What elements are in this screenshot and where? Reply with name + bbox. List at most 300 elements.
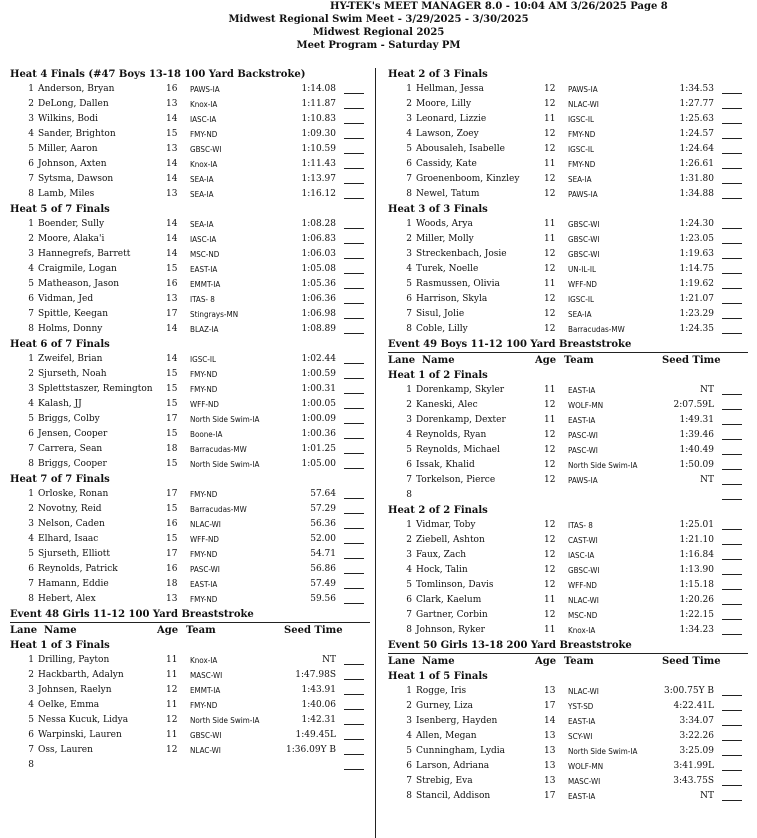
swimmer-name: Nelson, Caden [38, 519, 105, 529]
swimmer-name: Sjurseth, Elliott [38, 549, 110, 559]
swimmer-name: Anderson, Bryan [38, 84, 115, 94]
team-code: FMY-ND [190, 370, 218, 379]
lane-number: 7 [28, 309, 34, 319]
swimmer-name: Oss, Lauren [38, 745, 93, 755]
lane-number: 7 [406, 610, 412, 620]
seed-time: 1:21.10 [679, 535, 714, 545]
heat-header: Heat 6 of 7 Finals [10, 339, 110, 350]
lane-number: 4 [406, 129, 412, 139]
swimmer-age: 13 [166, 594, 178, 604]
column-divider [375, 68, 376, 838]
result-blank-line [722, 458, 742, 470]
swimmer-age: 13 [166, 189, 178, 199]
result-blank-line [344, 502, 364, 514]
team-code: Boone-IA [190, 430, 223, 439]
entry-row [10, 668, 370, 683]
swimmer-name: Craigmile, Logan [38, 264, 117, 274]
seed-time: 3:25.09 [679, 746, 714, 756]
swimmer-age: 12 [544, 550, 556, 560]
seed-time: 1:19.62 [679, 279, 714, 289]
result-blank-line [722, 714, 742, 726]
team-code: YST-SD [568, 702, 594, 711]
swimmer-name: Ziebell, Ashton [416, 535, 485, 545]
result-blank-line [722, 518, 742, 530]
seed-time: 1:23.05 [679, 234, 714, 244]
lane-number: 6 [28, 159, 34, 169]
seed-time: 1:20.26 [679, 595, 714, 605]
swimmer-age: 11 [166, 655, 178, 665]
lane-number: 6 [28, 730, 34, 740]
swimmer-name: Carrera, Sean [38, 444, 103, 454]
result-blank-line [722, 593, 742, 605]
lane-number: 6 [406, 761, 412, 771]
result-blank-line [722, 82, 742, 94]
entry-row [10, 217, 370, 232]
swimmer-name: Reynolds, Patrick [38, 564, 118, 574]
swimmer-age: 12 [544, 520, 556, 530]
team-code: IASC-IA [568, 551, 595, 560]
team-code: WFF-ND [190, 400, 219, 409]
swimmer-age: 12 [544, 174, 556, 184]
swimmer-name: Moore, Lilly [416, 99, 472, 109]
swimmer-age: 12 [544, 324, 556, 334]
lane-number: 3 [28, 519, 34, 529]
entry-row [388, 187, 748, 202]
entry-row [10, 577, 370, 592]
seed-time: 1:42.31 [301, 715, 336, 725]
team-code: MSC-ND [190, 250, 220, 259]
team-code: GBSC-WI [568, 235, 600, 244]
swimmer-age: 12 [544, 129, 556, 139]
heat-header: Heat 7 of 7 Finals [10, 474, 110, 485]
result-blank-line [344, 307, 364, 319]
heat-header: Heat 5 of 7 Finals [10, 204, 110, 215]
lane-number: 4 [28, 399, 34, 409]
seed-time: 1:39.46 [679, 430, 714, 440]
seed-time: 1:00.05 [301, 399, 336, 409]
entry-row [388, 383, 748, 398]
result-blank-line [344, 728, 364, 740]
result-blank-line [722, 684, 742, 696]
swimmer-age: 12 [544, 400, 556, 410]
team-code: North Side Swim-IA [190, 716, 260, 725]
swimmer-name: Holms, Donny [38, 324, 103, 334]
col-header-name: Name [44, 625, 77, 636]
team-code: EAST-IA [568, 386, 596, 395]
swimmer-age: 13 [166, 144, 178, 154]
entry-row [388, 488, 748, 503]
col-header-team: Team [564, 355, 594, 366]
team-code: Knox-IA [190, 100, 218, 109]
entry-row [388, 774, 748, 789]
lane-number: 6 [406, 159, 412, 169]
lane-number: 1 [406, 219, 412, 229]
seed-time: 1:08.89 [301, 324, 336, 334]
result-blank-line [722, 383, 742, 395]
team-code: NLAC-WI [190, 746, 221, 755]
lane-number: 8 [406, 791, 412, 801]
seed-time: NT [700, 791, 714, 801]
entry-row [10, 82, 370, 97]
entry-row [388, 744, 748, 759]
swimmer-name: Turek, Noelle [416, 264, 479, 274]
seed-time: 1:05.08 [301, 264, 336, 274]
seed-time: 1:09.30 [301, 129, 336, 139]
col-header-lane: Lane [10, 625, 38, 636]
seed-time: 3:41.99L [673, 761, 714, 771]
swimmer-age: 12 [544, 475, 556, 485]
lane-number: 2 [406, 400, 412, 410]
lane-number: 2 [28, 369, 34, 379]
swimmer-name: Briggs, Colby [38, 414, 100, 424]
swimmer-name: Sytsma, Dawson [38, 174, 114, 184]
lane-number: 7 [406, 475, 412, 485]
team-code: GBSC-WI [190, 731, 222, 740]
swimmer-age: 15 [166, 504, 178, 514]
seed-time: 1:06.36 [301, 294, 336, 304]
swimmer-age: 12 [544, 580, 556, 590]
seed-time: 1:25.63 [679, 114, 714, 124]
entry-row [10, 232, 370, 247]
result-blank-line [722, 774, 742, 786]
result-blank-line [722, 292, 742, 304]
lane-number: 4 [28, 264, 34, 274]
lane-number: 5 [406, 580, 412, 590]
result-blank-line [344, 217, 364, 229]
swimmer-name: Orloske, Ronan [38, 489, 109, 499]
entry-row [10, 157, 370, 172]
entry-row [388, 232, 748, 247]
result-blank-line [344, 127, 364, 139]
swimmer-age: 15 [166, 459, 178, 469]
swimmer-age: 12 [544, 565, 556, 575]
result-blank-line [344, 457, 364, 469]
lane-number: 8 [28, 189, 34, 199]
entry-row [388, 322, 748, 337]
swimmer-age: 11 [544, 385, 556, 395]
col-header-age: Age [535, 656, 557, 667]
team-code: Knox-IA [190, 656, 218, 665]
swimmer-age: 12 [166, 715, 178, 725]
swimmer-name: Miller, Molly [416, 234, 474, 244]
result-blank-line [722, 157, 742, 169]
lane-number: 7 [28, 174, 34, 184]
entry-row [388, 97, 748, 112]
swimmer-name: Strebig, Eva [416, 776, 473, 786]
col-header-name: Name [422, 656, 455, 667]
swimmer-name: Oelke, Emma [38, 700, 100, 710]
lane-number: 7 [28, 579, 34, 589]
team-code: Barracudas-MW [568, 325, 625, 334]
result-blank-line [722, 247, 742, 259]
left-column [10, 67, 370, 773]
swimmer-age: 12 [544, 535, 556, 545]
lane-number: 1 [28, 354, 34, 364]
lane-number: 1 [406, 84, 412, 94]
lane-number: 1 [28, 84, 34, 94]
seed-time: 1:26.61 [679, 159, 714, 169]
entry-row [388, 172, 748, 187]
swimmer-name: Allen, Megan [416, 731, 477, 741]
team-code: BLAZ-IA [190, 325, 219, 334]
team-code: ITAS- 8 [190, 295, 215, 304]
swimmer-name: Groenenboom, Kinzley [416, 174, 520, 184]
swimmer-name: Faux, Zach [416, 550, 467, 560]
entry-row [10, 97, 370, 112]
entry-row [388, 217, 748, 232]
swimmer-name: Johnsen, Raelyn [38, 685, 112, 695]
swimmer-name: Newel, Tatum [416, 189, 480, 199]
result-blank-line [344, 97, 364, 109]
entry-row [388, 608, 748, 623]
team-code: EAST-IA [190, 580, 218, 589]
lane-number: 8 [406, 324, 412, 334]
entry-row [388, 307, 748, 322]
swimmer-age: 13 [166, 294, 178, 304]
swimmer-age: 12 [544, 294, 556, 304]
seed-time: 3:22.26 [679, 731, 714, 741]
result-blank-line [344, 577, 364, 589]
swimmer-name: Lamb, Miles [38, 189, 95, 199]
team-code: FMY-ND [190, 701, 218, 710]
lane-number: 5 [28, 715, 34, 725]
lane-number: 6 [28, 429, 34, 439]
team-code: FMY-ND [190, 490, 218, 499]
swimmer-age: 11 [544, 159, 556, 169]
col-header-team: Team [564, 656, 594, 667]
entry-row [388, 518, 748, 533]
result-blank-line [344, 698, 364, 710]
swimmer-name: Gurney, Liza [416, 701, 473, 711]
team-code: IGSC-IL [568, 145, 595, 154]
swimmer-name: Matheason, Jason [38, 279, 120, 289]
team-code: GBSC-WI [568, 566, 600, 575]
team-code: IGSC-IL [190, 355, 217, 364]
team-code: EAST-IA [190, 265, 218, 274]
heat-header: Heat 4 Finals (#47 Boys 13-18 100 Yard Backstroke) [10, 69, 306, 80]
entry-row [10, 442, 370, 457]
meet-subtitle: Midwest Regional 2025 [312, 27, 445, 38]
result-blank-line [344, 517, 364, 529]
team-code: SEA-IA [190, 190, 214, 199]
swimmer-age: 11 [544, 219, 556, 229]
entry-row [10, 592, 370, 607]
entry-row [388, 684, 748, 699]
col-header-lane: Lane [388, 355, 416, 366]
result-blank-line [344, 487, 364, 499]
swimmer-name: Kalash, JJ [38, 399, 82, 409]
lane-number: 7 [406, 174, 412, 184]
heat-header: Heat 3 of 3 Finals [388, 204, 488, 215]
result-blank-line [722, 277, 742, 289]
entry-row [10, 412, 370, 427]
team-code: IASC-IA [190, 115, 217, 124]
swimmer-name: Vidmar, Toby [416, 520, 476, 530]
swimmer-age: 11 [544, 595, 556, 605]
swimmer-age: 15 [166, 399, 178, 409]
team-code: WOLF-MN [568, 762, 604, 771]
team-code: EAST-IA [568, 792, 596, 801]
lane-number: 3 [28, 685, 34, 695]
seed-time: 52.00 [310, 534, 336, 544]
col-header-seed: Seed Time [662, 355, 721, 366]
swimmer-age: 18 [166, 579, 178, 589]
team-code: SCY-WI [568, 732, 593, 741]
result-blank-line [722, 578, 742, 590]
swimmer-name: Gartner, Corbin [416, 610, 488, 620]
entry-row [388, 247, 748, 262]
entry-row [10, 728, 370, 743]
seed-time: 1:00.09 [301, 414, 336, 424]
result-blank-line [344, 172, 364, 184]
team-code: GBSC-WI [568, 220, 600, 229]
swimmer-age: 14 [166, 354, 178, 364]
seed-time: 1:31.80 [679, 174, 714, 184]
swimmer-name: Sisul, Jolie [416, 309, 465, 319]
result-blank-line [344, 352, 364, 364]
lane-number: 4 [28, 534, 34, 544]
lane-number: 2 [406, 99, 412, 109]
lane-number: 5 [406, 279, 412, 289]
team-code: MSC-ND [568, 611, 598, 620]
seed-time: 2:07.59L [673, 400, 714, 410]
seed-time: 1:02.44 [301, 354, 336, 364]
result-blank-line [344, 322, 364, 334]
lane-number: 2 [406, 701, 412, 711]
result-blank-line [722, 217, 742, 229]
swimmer-age: 13 [544, 746, 556, 756]
swimmer-age: 16 [166, 519, 178, 529]
entry-row [388, 127, 748, 142]
result-blank-line [344, 743, 364, 755]
lane-number: 1 [406, 686, 412, 696]
entry-row [10, 502, 370, 517]
team-code: EAST-IA [568, 416, 596, 425]
team-code: FMY-ND [190, 385, 218, 394]
swimmer-name: Zweifel, Brian [38, 354, 103, 364]
result-blank-line [722, 608, 742, 620]
team-code: WOLF-MN [568, 401, 604, 410]
lane-number: 8 [406, 189, 412, 199]
result-blank-line [722, 262, 742, 274]
swimmer-age: 17 [166, 549, 178, 559]
entry-row [10, 322, 370, 337]
team-code: EMMT-IA [190, 686, 221, 695]
team-code: NLAC-WI [568, 596, 599, 605]
swimmer-age: 14 [166, 324, 178, 334]
team-code: EMMT-IA [190, 280, 221, 289]
swimmer-name: Miller, Aaron [38, 144, 98, 154]
result-blank-line [344, 157, 364, 169]
swimmer-age: 15 [166, 534, 178, 544]
swimmer-name: Hackbarth, Adalyn [38, 670, 124, 680]
column-header-row [388, 653, 748, 669]
seed-time: 1:19.63 [679, 249, 714, 259]
team-code: SEA-IA [568, 310, 592, 319]
team-code: SEA-IA [190, 220, 214, 229]
swimmer-name: Boender, Sully [38, 219, 105, 229]
lane-number: 1 [28, 219, 34, 229]
swimmer-age: 15 [166, 369, 178, 379]
seed-time: 57.29 [310, 504, 336, 514]
entry-row [10, 532, 370, 547]
result-blank-line [722, 232, 742, 244]
entry-row [388, 112, 748, 127]
lane-number: 8 [28, 324, 34, 334]
result-blank-line [722, 398, 742, 410]
seed-time: 1:22.15 [679, 610, 714, 620]
result-blank-line [344, 262, 364, 274]
entry-row [388, 473, 748, 488]
entry-row [10, 743, 370, 758]
swimmer-age: 11 [544, 279, 556, 289]
swimmer-age: 16 [166, 84, 178, 94]
entry-row [10, 142, 370, 157]
team-code: FMY-ND [190, 595, 218, 604]
lane-number: 5 [406, 445, 412, 455]
team-code: North Side Swim-IA [190, 460, 260, 469]
seed-time: 1:06.83 [301, 234, 336, 244]
team-code: IGSC-IL [568, 295, 595, 304]
swimmer-age: 11 [544, 415, 556, 425]
lane-number: 4 [406, 264, 412, 274]
lane-number: 1 [28, 655, 34, 665]
entry-row [388, 759, 748, 774]
seed-time: 1:16.84 [679, 550, 714, 560]
lane-number: 5 [406, 746, 412, 756]
seed-time: 1:01.25 [301, 444, 336, 454]
seed-time: 1:00.59 [301, 369, 336, 379]
lane-number: 1 [28, 489, 34, 499]
swimmer-age: 12 [166, 685, 178, 695]
entry-row [388, 548, 748, 563]
report-info: HY-TEK's MEET MANAGER 8.0 - 10:04 AM 3/26/2025 Page 8 [330, 1, 668, 12]
swimmer-age: 12 [544, 460, 556, 470]
entry-row [388, 277, 748, 292]
swimmer-name: Drilling, Payton [38, 655, 110, 665]
swimmer-age: 12 [544, 249, 556, 259]
swimmer-age: 17 [166, 489, 178, 499]
lane-number: 4 [406, 731, 412, 741]
swimmer-age: 11 [544, 625, 556, 635]
swimmer-name: DeLong, Dallen [38, 99, 109, 109]
swimmer-name: Harrison, Skyla [416, 294, 488, 304]
swimmer-name: Spittle, Keegan [38, 309, 109, 319]
seed-time: 1:47.98S [295, 670, 336, 680]
program-title: Meet Program - Saturday PM [296, 40, 461, 51]
result-blank-line [344, 247, 364, 259]
lane-number: 2 [406, 535, 412, 545]
seed-time: 1:40.49 [679, 445, 714, 455]
entry-row [10, 127, 370, 142]
entry-row [10, 262, 370, 277]
lane-number: 8 [28, 459, 34, 469]
swimmer-name: Cunningham, Lydia [416, 746, 506, 756]
swimmer-age: 14 [166, 249, 178, 259]
seed-time: 3:43.75S [673, 776, 714, 786]
swimmer-age: 11 [166, 700, 178, 710]
swimmer-age: 12 [544, 144, 556, 154]
result-blank-line [722, 172, 742, 184]
swimmer-age: 11 [166, 730, 178, 740]
swimmer-age: 12 [544, 445, 556, 455]
entry-row [10, 698, 370, 713]
result-blank-line [344, 82, 364, 94]
swimmer-name: Rasmussen, Olivia [416, 279, 500, 289]
lane-number: 7 [406, 309, 412, 319]
result-blank-line [344, 427, 364, 439]
col-header-seed: Seed Time [662, 656, 721, 667]
